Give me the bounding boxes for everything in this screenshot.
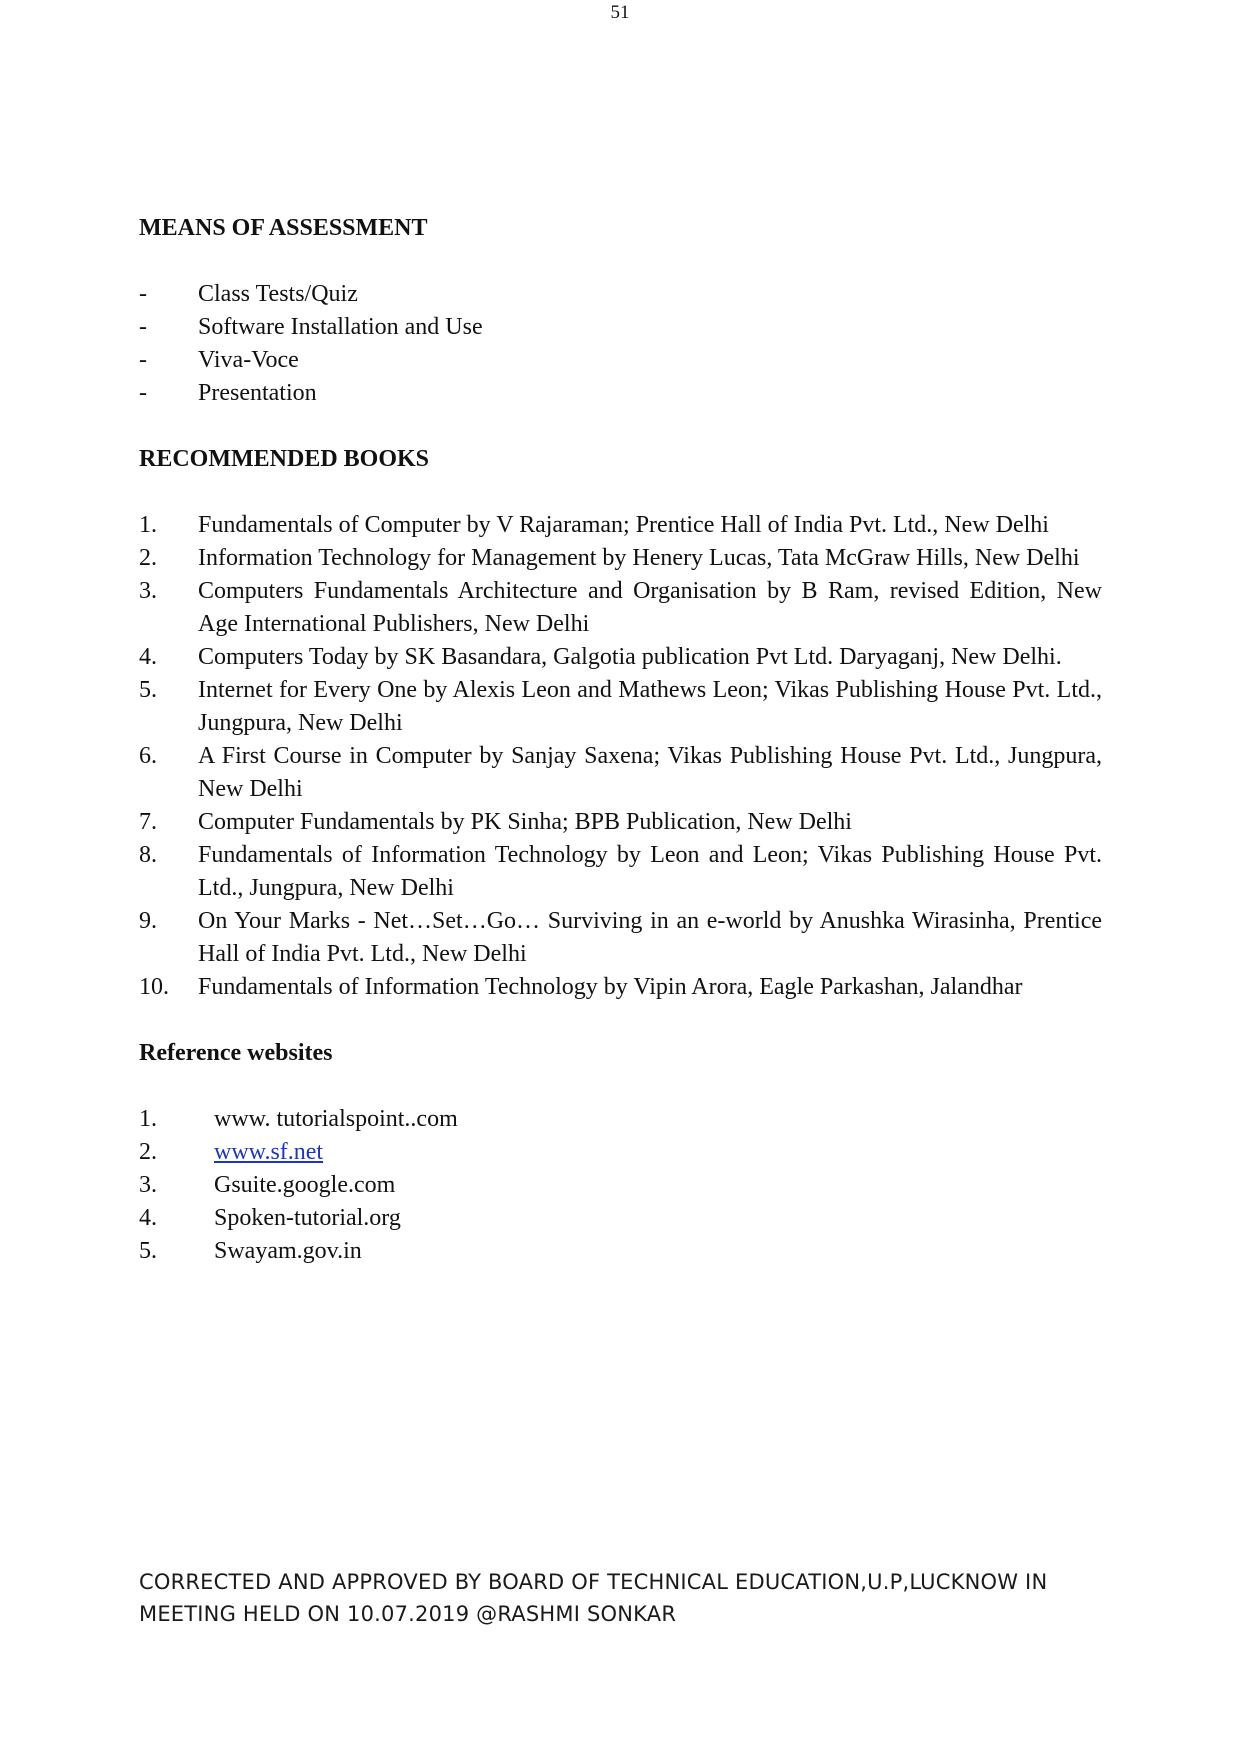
list-number: 3. [139,1172,157,1198]
list-number: 2. [139,1139,157,1165]
book-entry: Computers Today by SK Basandara, Galgotia publication Pvt Ltd. Daryaganj, New Delhi. [198,644,1062,670]
list-item [139,740,1102,806]
list-number: 5. [139,677,157,703]
list-item-text: Presentation [198,380,317,406]
books-list [139,509,1102,1004]
page-number: 51 [610,2,630,23]
list-marker: - [139,347,147,373]
list-item [139,971,1102,1004]
list-item [139,1169,1102,1202]
website-entry: Swayam.gov.in [214,1238,362,1264]
list-item [139,839,1102,905]
list-number: 5. [139,1238,157,1264]
book-entry: Fundamentals of Information Technology by Vipin Arora, Eagle Parkashan, Jalandhar [198,974,1023,1000]
list-item [139,1202,1102,1235]
book-entry: On Your Marks - Net…Set…Go… Surviving in an e-world by Anushka Wirasinha, Prentice Hall of India Pvt. Ltd., New Delhi [198,908,1102,967]
list-item [139,542,1102,575]
website-entry: Spoken-tutorial.org [214,1205,401,1231]
list-item [139,1235,1102,1268]
list-item [139,377,1102,410]
list-number: 9. [139,908,157,934]
books-heading: RECOMMENDED BOOKS [139,446,430,472]
list-number: 7. [139,809,157,835]
list-item-text: Class Tests/Quiz [198,281,358,307]
list-item [139,905,1102,971]
list-marker: - [139,281,147,307]
list-item [139,806,1102,839]
website-link[interactable]: www.sf.net [214,1139,324,1165]
book-entry: Computer Fundamentals by PK Sinha; BPB Publication, New Delhi [198,809,852,835]
list-item-text: Viva-Voce [198,347,299,373]
document-body [139,212,1102,1268]
list-number: 3. [139,578,157,604]
footer-line: MEETING HELD ON 10.07.2019 @RASHMI SONKAR [139,1602,677,1626]
list-number: 10. [139,974,169,1000]
websites-list [139,1103,1102,1268]
list-number: 6. [139,743,157,769]
book-entry: Computers Fundamentals Architecture and Organisation by B Ram, revised Edition, New Age International Publishers, New Delhi [198,578,1102,637]
book-entry: Fundamentals of Information Technology by Leon and Leon; Vikas Publishing House Pvt. Ltd., Jungpura, New Delhi [198,842,1102,901]
list-item [139,641,1102,674]
footer-line: CORRECTED AND APPROVED BY BOARD OF TECHNICAL EDUCATION,U.P,LUCKNOW IN [139,1570,1048,1594]
assessment-list [139,278,1102,410]
list-number: 8. [139,842,157,868]
list-item [139,1136,1102,1169]
book-entry: Fundamentals of Computer by V Rajaraman; Prentice Hall of India Pvt. Ltd., New Delhi [198,512,1049,538]
website-entry: www. tutorialspoint..com [214,1106,458,1132]
approval-footer [139,1566,1119,1630]
list-number: 1. [139,1106,157,1132]
list-item [139,344,1102,377]
list-item [139,278,1102,311]
book-entry: A First Course in Computer by Sanjay Saxena; Vikas Publishing House Pvt. Ltd., Jungpura, New Delhi [198,743,1102,802]
list-item [139,674,1102,740]
book-entry: Information Technology for Management by Henery Lucas, Tata McGraw Hills, New Delhi [198,545,1080,571]
list-marker: - [139,314,147,340]
book-entry: Internet for Every One by Alexis Leon and Mathews Leon; Vikas Publishing House Pvt. Ltd., Jungpura, New Delhi [198,677,1102,736]
list-item [139,1103,1102,1136]
list-number: 4. [139,1205,157,1231]
list-item [139,311,1102,344]
list-number: 2. [139,545,157,571]
list-marker: - [139,380,147,406]
websites-heading: Reference websites [139,1040,333,1066]
list-item [139,575,1102,641]
website-entry: Gsuite.google.com [214,1172,396,1198]
list-item [139,509,1102,542]
list-number: 1. [139,512,157,538]
assessment-heading: MEANS OF ASSESSMENT [139,215,428,241]
list-item-text: Software Installation and Use [198,314,483,340]
list-number: 4. [139,644,157,670]
